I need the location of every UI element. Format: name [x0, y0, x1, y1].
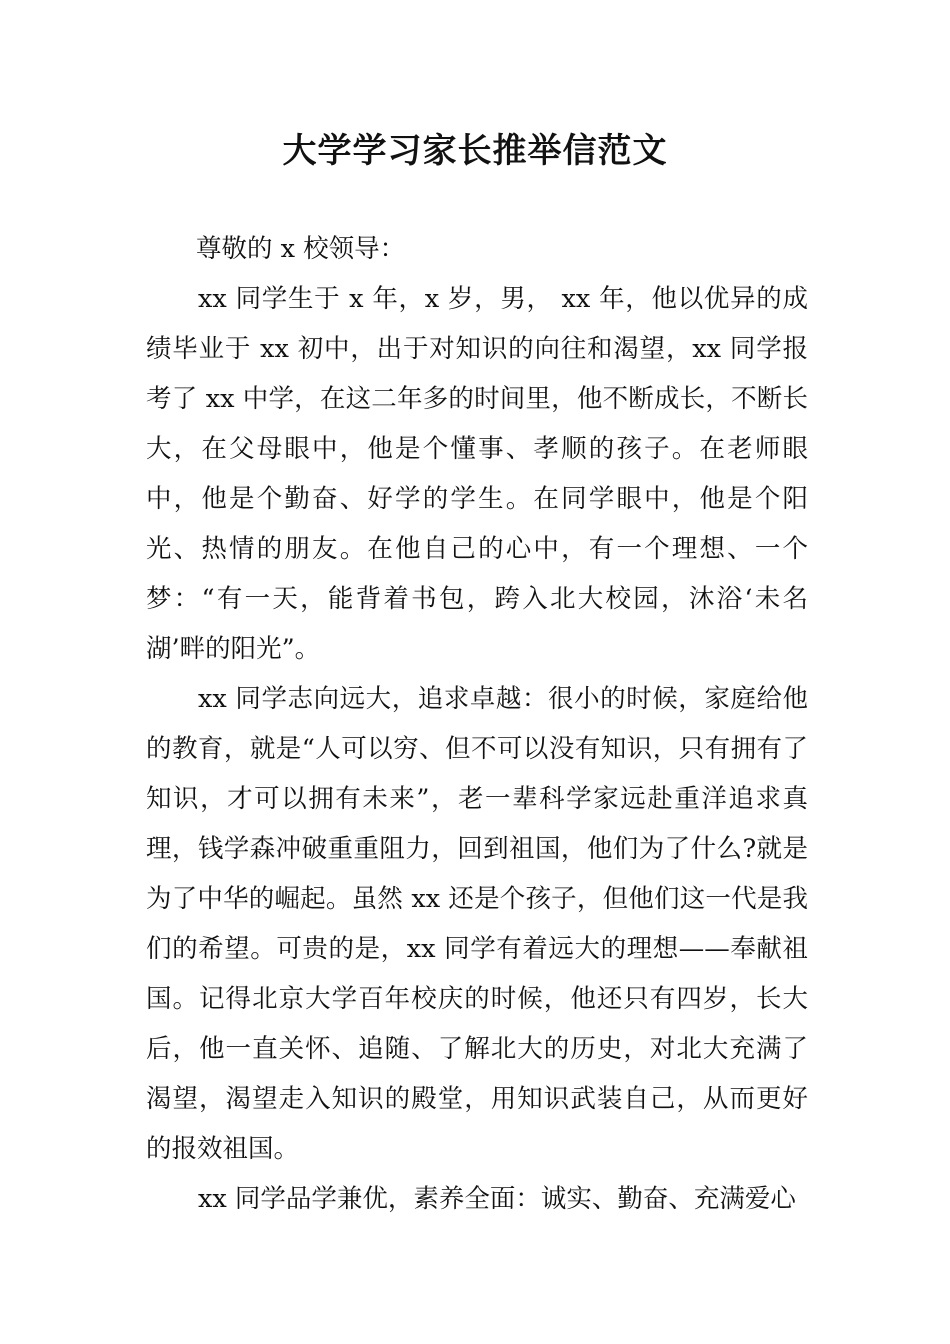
- document-title: 大学学习家长推举信范文: [282, 131, 668, 171]
- paragraph-2: xx 同学志向远大，追求卓越：很小的时候，家庭给他的教育，就是“人可以穷、但不可以没有知识，只有拥有了知识，才可以拥有未来”，老一辈科学家远赴重洋追求真理，钱学森冲破重重阻力，回到祖国，他们为了什么?就是为了中华的崛起。虽然 xx 还是个孩子，但他们这一代是我们的希望。可贵的是，xx 同学有着远大的理想——奉献祖国。记得北京大学百年校庆的时候，他还只有四岁，长大后，他一直关怀、追随、了解北大的历史，对北大充满了渴望，渴望走入知识的殿堂，用知识武装自己，从而更好的报效祖国。: [146, 684, 808, 1164]
- paragraph-3: xx 同学品学兼优，素养全面：诚实、勤奋、充满爱心: [198, 1184, 796, 1214]
- letter-body: [146, 224, 808, 1224]
- letter-greeting: 尊敬的 x 校领导：: [196, 234, 406, 264]
- paragraph-1: xx 同学生于 x 年，x 岁，男， xx 年，他以优异的成绩毕业于 xx 初中，出于对知识的向往和渴望，xx 同学报考了 xx 中学，在这二年多的时间里，他不断成长，不断长大，在父母眼中，他是个懂事、孝顺的孩子。在老师眼中，他是个勤奋、好学的学生。在同学眼中，他是个阳光、热情的朋友。在他自己的心中，有一个理想、一个梦：“有一天，能背着书包，跨入北大校园，沐浴‘未名湖’畔的阳光”。: [146, 284, 808, 664]
